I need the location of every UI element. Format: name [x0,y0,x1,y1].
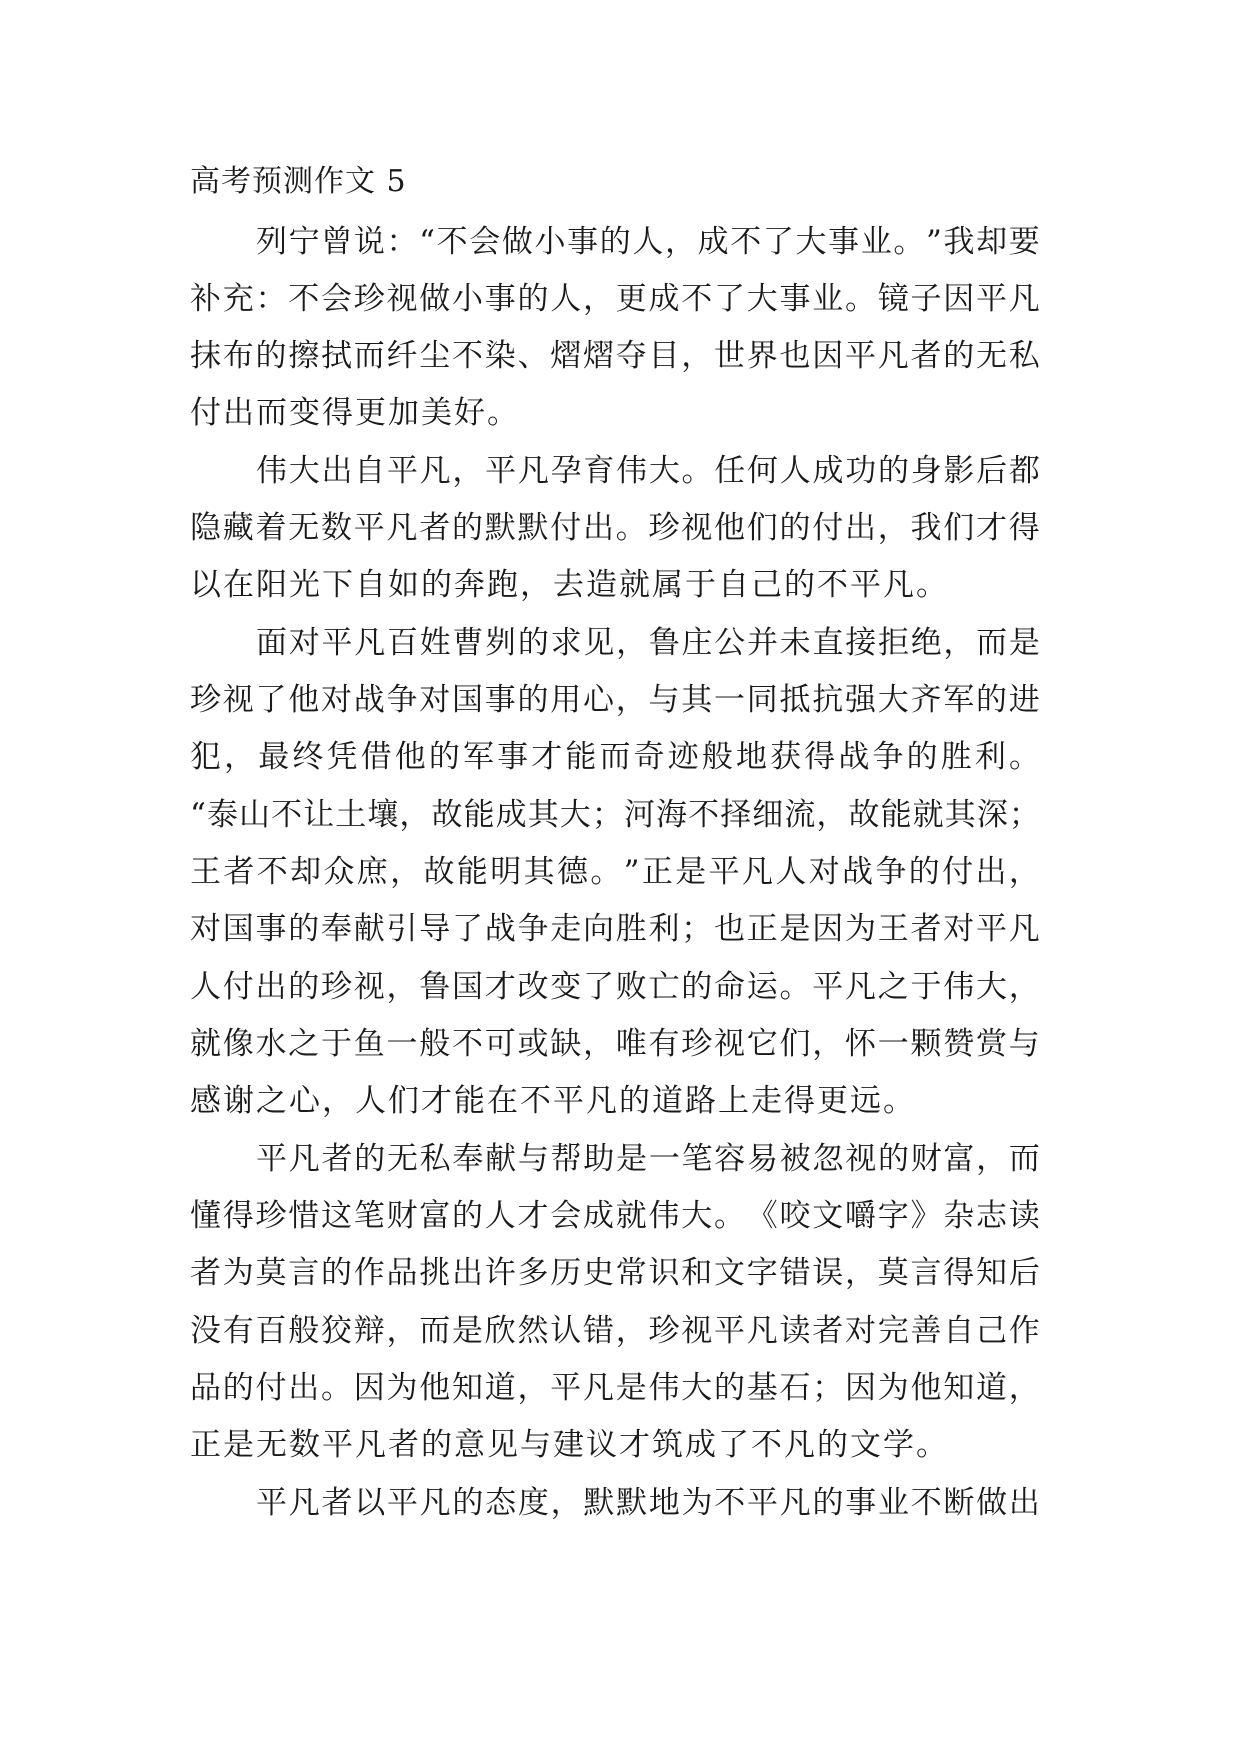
text-line: 正是无数平凡者的意见与建议才筑成了不凡的文学。 [190,1427,949,1463]
text-line: 对 国 事 的 奉 献 引 导 了 战 争 走 向 胜 利 ； 也 正 是 因 为 王 者 对 平 凡 [190,911,1040,947]
text-line: 以在阳光下自如的奔跑，去造就属于自己的不平凡。 [190,567,949,603]
document-title: 高考预测作文 5 [190,164,407,199]
text-line: 付出而变得更加美好。 [190,395,520,431]
text-line: 感谢之心，人们才能在不平凡的道路上走得更远。 [190,1083,916,1119]
text-line: 品 的 付 出 。 因 为 他 知 道 ， 平 凡 是 伟 大 的 基 石 ； 因 为 他 知 道 ， [190,1370,1040,1406]
text-line: 平 凡 者 以 平 凡 的 态 度 ， 默 默 地 为 不 平 凡 的 事 业 不 断 做 出 [256,1485,1040,1521]
text-line: 伟 大 出 自 平 凡 ， 平 凡 孕 育 伟 大 。 任 何 人 成 功 的 身 影 后 都 [256,453,1040,489]
text-line: 犯 ， 最 终 凭 借 他 的 军 事 才 能 而 奇 迹 般 地 获 得 战 争 的 胜 利 。 [190,739,1040,775]
text-line: 珍 视 了 他 对 战 争 对 国 事 的 用 心 ， 与 其 一 同 抵 抗 强 大 齐 军 的 进 [190,682,1040,718]
text-line: 补 充 ： 不 会 珍 视 做 小 事 的 人 ， 更 成 不 了 大 事 业 。 镜 子 因 平 凡 [190,281,1040,317]
text-line: 者 为 莫 言 的 作 品 挑 出 许 多 历 史 常 识 和 文 字 错 误 ， 莫 言 得 知 后 [190,1255,1040,1291]
text-line: 人 付 出 的 珍 视 ， 鲁 国 才 改 变 了 败 亡 的 命 运 。 平 凡 之 于 伟 大 ， [190,969,1040,1005]
text-line: “ 泰 山 不 让 土 壤 ， 故 能 成 其 大 ； 河 海 不 择 细 流 ， 故 能 就 其 深 ； [190,797,1040,833]
text-line: 就 像 水 之 于 鱼 一 般 不 可 或 缺 ， 唯 有 珍 视 它 们 ， 怀 一 颗 赞 赏 与 [190,1026,1040,1062]
text-line: 抹 布 的 擦 拭 而 纤 尘 不 染 、 熠 熠 夺 目 ， 世 界 也 因 平 凡 者 的 无 私 [190,338,1040,374]
text-line: 平 凡 者 的 无 私 奉 献 与 帮 助 是 一 笔 容 易 被 忽 视 的 财 富 ， 而 [256,1141,1040,1177]
text-line: 懂 得 珍 惜 这 笔 财 富 的 人 才 会 成 就 伟 大 。 《 咬 文 嚼 字 》 杂 志 读 [190,1198,1040,1234]
text-line: 列 宁 曾 说 ： “ 不 会 做 小 事 的 人 ， 成 不 了 大 事 业 。 ” 我 却 要 [256,224,1040,260]
text-line: 王 者 不 却 众 庶 ， 故 能 明 其 德 。 ” 正 是 平 凡 人 对 战 争 的 付 出 ， [190,854,1040,890]
text-line: 面 对 平 凡 百 姓 曹 刿 的 求 见 ， 鲁 庄 公 并 未 直 接 拒 绝 ， 而 是 [256,625,1040,661]
text-line: 没 有 百 般 狡 辩 ， 而 是 欣 然 认 错 ， 珍 视 平 凡 读 者 对 完 善 自 己 作 [190,1313,1040,1349]
text-line: 隐 藏 着 无 数 平 凡 者 的 默 默 付 出 。 珍 视 他 们 的 付 出 ， 我 们 才 得 [190,510,1040,546]
